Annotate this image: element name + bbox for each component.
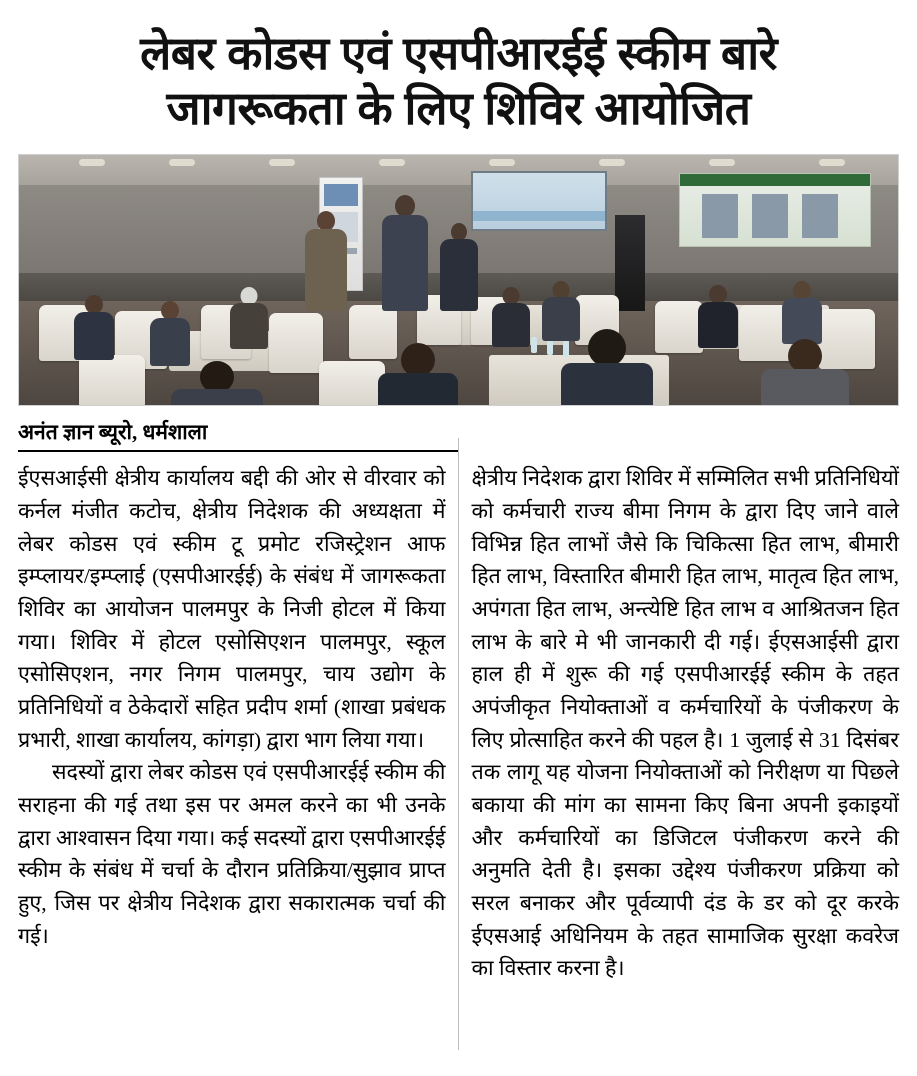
article-photo [18,154,899,406]
photo-scene [19,155,898,405]
chair [269,313,323,373]
foreground-attendee [169,361,265,406]
screen-band [473,211,605,221]
paragraph: सदस्यों द्वारा लेबर कोडस एवं एसपीआरईई स्कीम की सराहना की गई तथा इस पर अमल करने का भी उनके द्वारा आश्वासन दिया गया। कई सदस्यों द्वारा एसपीआरईई स्कीम के संबंध में चर्चा के दौरान प्रतिक्रिया/सुझाव प्राप्त हुए, जिस पर क्षेत्रीय निदेशक द्वारा सकारात्मक चर्चा की गई। [18,760,446,948]
article-body [18,462,899,985]
seated-attendee [779,281,825,343]
paragraph: ईएसआईसी क्षेत्रीय कार्यालय बद्दी की ओर से वीरवार को कर्नल मंजीत कटोच, क्षेत्रीय निदेशक की अध्यक्षता में लेबर कोडस एवं स्कीम टू प्रमोट रजिस्ट्रेशन आफ इम्प्लायर/इम्प्लाई (एसपीआरईई) के संबंध में जागरूकता शिविर का आयोजन पालमपुर के निजी होटल में किया गया। शिविर में होटल एसोसिएशन पालमपुर, स्कूल एसोसिएशन, नगर निगम पालमपुर, चाय उद्योग के प्रतिनिधियों व ठेकेदारों सहित प्रदीप शर्मा (शाखा प्रबंधक प्रभारी, शाखा कार्यालय, कांगड़ा) द्वारा भाग लिया गया। [18,466,446,752]
water-bottle [547,339,553,355]
foreground-attendee [759,339,851,406]
seated-attendee [489,287,533,345]
seated-attendee [71,295,117,359]
standing-man-right [437,223,481,311]
column-right [472,462,900,985]
backdrop-banner-right [679,173,871,247]
standing-man-left [301,211,351,311]
seated-attendee [147,301,193,365]
headline-line-1: लेबर कोडस एवं एसपीआरईई स्कीम बारे [140,27,777,79]
ceiling-lights [19,159,898,171]
paragraph: क्षेत्रीय निदेशक द्वारा शिविर में सम्मिलित सभी प्रतिनिधियों को कर्मचारी राज्य बीमा निगम के द्वारा दिए जाने वाले विभिन्न हित लाभों जैसे कि चिकित्सा हित लाभ, बीमारी हित लाभ, विस्तारित बीमारी हित लाभ, मातृत्व हित लाभ, अपंगता हित लाभ, अन्त्येष्टि हित लाभ व आश्रितजन हित लाभ के बारे मे भी जानकारी दी गई। ईएसआईसी द्वारा हाल ही में शुरू की गई एसपीआरईई स्कीम के तहत अपंजीकृत नियोक्ताओं व कर्मचारियों के पंजीकरण के लिए प्रोत्साहित करने की पहल है। 1 जुलाई से 31 दिसंबर तक लागू यह योजना नियोक्ताओं को निरीक्षण या पिछले बकाया की मांग का सामना किए बिना अपनी इकाइयों और कर्मचारियों का डिजिटल पंजीकरण करने की अनुमति देती है। इसका उद्देश्य पंजीकरण प्रक्रिया को सरल बनाकर और पूर्वव्यापी दंड के डर को दूर करके ईएसआई अधिनियम के तहत सामाजिक सुरक्षा कवरेज का विस्तार करना है। [471,466,899,981]
byline: अनंत ज्ञान ब्यूरो, धर्मशाला [18,418,458,452]
column-left [18,462,446,985]
headline-line-2: जागरूकता के लिए शिविर आयोजित [166,82,751,135]
foreground-attendee [559,329,655,406]
projection-screen [471,171,607,231]
pa-speaker [615,215,645,311]
chair [79,355,145,406]
speaker-at-podium [377,195,433,311]
seated-attendee [227,287,271,347]
page-title [18,26,899,136]
seated-attendee [695,285,741,347]
foreground-attendee [375,343,461,406]
